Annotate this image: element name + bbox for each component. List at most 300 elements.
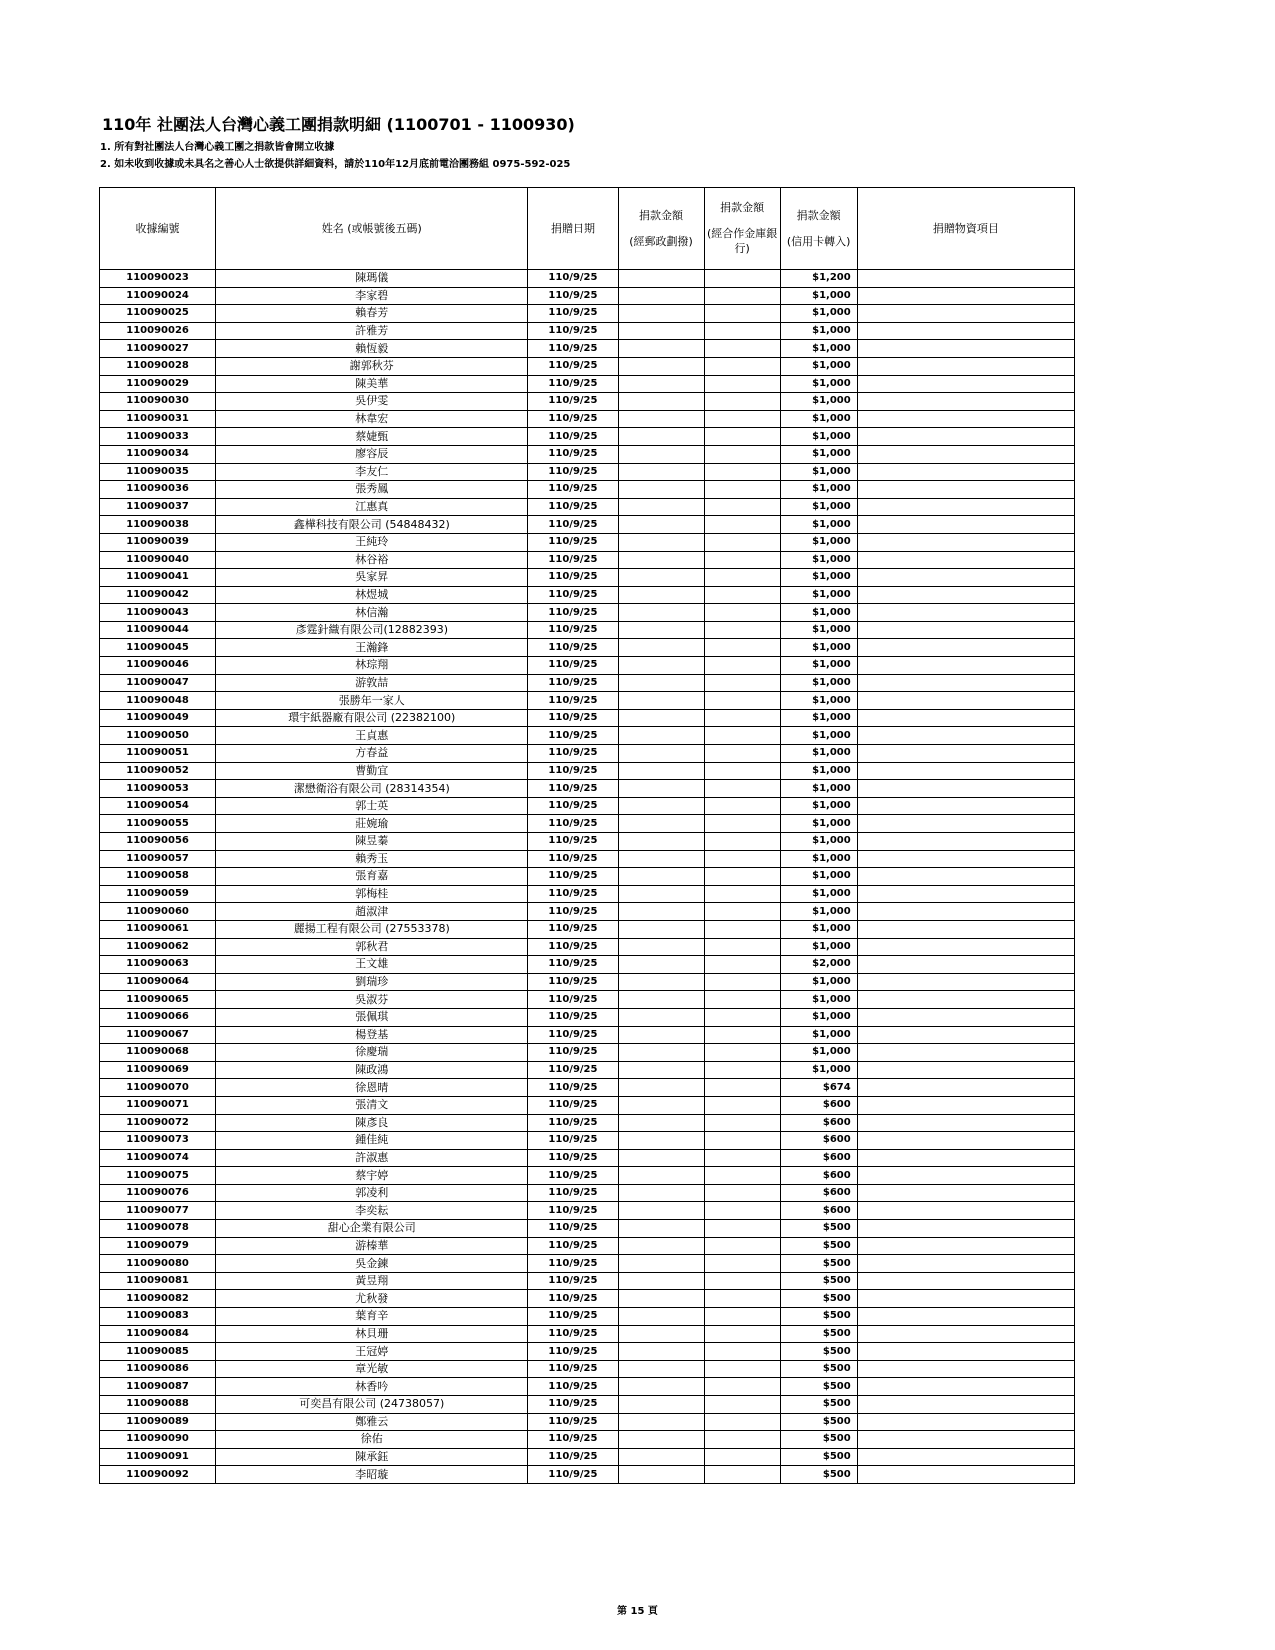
donor-name-cell: 莊婉瑜	[216, 815, 528, 833]
donation-date-cell: 110/9/25	[528, 1413, 618, 1431]
donated-items-cell	[857, 1026, 1074, 1044]
donor-name-cell: 張育嘉	[216, 868, 528, 886]
card-amount-cell: $1,000	[780, 322, 857, 340]
table-row	[100, 1272, 1075, 1290]
card-amount-cell: $1,000	[780, 903, 857, 921]
receipt-no-cell: 110090067	[100, 1026, 216, 1044]
donor-name-cell: 郭梅桂	[216, 885, 528, 903]
bank-amount-cell	[704, 1008, 780, 1026]
card-amount-cell: $1,000	[780, 621, 857, 639]
donation-date-cell: 110/9/25	[528, 516, 618, 534]
bank-amount-cell	[704, 445, 780, 463]
postal-amount-cell	[618, 586, 704, 604]
receipt-no-cell: 110090066	[100, 1008, 216, 1026]
postal-amount-cell	[618, 1396, 704, 1414]
donor-name-cell: 趙淑津	[216, 903, 528, 921]
donor-name-cell: 許雅芳	[216, 322, 528, 340]
table-row	[100, 481, 1075, 499]
postal-amount-cell	[618, 305, 704, 323]
table-row	[100, 674, 1075, 692]
bank-amount-cell	[704, 1061, 780, 1079]
donor-name-cell: 陳昱蓁	[216, 833, 528, 851]
donor-name-cell: 徐恩晴	[216, 1079, 528, 1097]
table-row	[100, 270, 1075, 288]
receipt-no-cell: 110090028	[100, 357, 216, 375]
bank-amount-cell	[704, 868, 780, 886]
table-row	[100, 1308, 1075, 1326]
donation-date-cell: 110/9/25	[528, 533, 618, 551]
donated-items-cell	[857, 1431, 1074, 1449]
bank-amount-cell	[704, 1202, 780, 1220]
receipt-no-cell: 110090090	[100, 1431, 216, 1449]
table-row	[100, 1096, 1075, 1114]
postal-amount-cell	[618, 551, 704, 569]
card-amount-cell: $1,000	[780, 287, 857, 305]
postal-amount-cell	[618, 1413, 704, 1431]
postal-amount-cell	[618, 991, 704, 1009]
donated-items-cell	[857, 533, 1074, 551]
donation-date-cell: 110/9/25	[528, 745, 618, 763]
contact-note: 2. 如未收到收據或未具名之善心人士欲提供詳細資料，請於110年12月底前電洽團務組 0975-592-025	[100, 159, 571, 170]
card-amount-cell: $500	[780, 1255, 857, 1273]
card-amount-cell: $674	[780, 1079, 857, 1097]
postal-amount-cell	[618, 1360, 704, 1378]
header-card-amount	[780, 188, 857, 270]
donation-date-cell: 110/9/25	[528, 815, 618, 833]
receipt-no-cell: 110090064	[100, 973, 216, 991]
donor-name-cell: 許淑惠	[216, 1149, 528, 1167]
donor-name-cell: 張佩琪	[216, 1008, 528, 1026]
header-bank-amount	[704, 188, 780, 270]
bank-amount-cell	[704, 1325, 780, 1343]
receipt-no-cell: 110090058	[100, 868, 216, 886]
table-row	[100, 305, 1075, 323]
donation-date-cell: 110/9/25	[528, 1184, 618, 1202]
card-amount-cell: $1,000	[780, 481, 857, 499]
table-row	[100, 1448, 1075, 1466]
postal-amount-cell	[618, 1149, 704, 1167]
bank-amount-cell	[704, 885, 780, 903]
donor-name-cell: 吳淑芬	[216, 991, 528, 1009]
bank-amount-cell	[704, 727, 780, 745]
table-row	[100, 1061, 1075, 1079]
donor-name-cell: 尤秋發	[216, 1290, 528, 1308]
table-row	[100, 692, 1075, 710]
donation-date-cell: 110/9/25	[528, 1308, 618, 1326]
receipt-no-cell: 110090026	[100, 322, 216, 340]
donor-name-cell: 張勝年一家人	[216, 692, 528, 710]
donation-date-cell: 110/9/25	[528, 1044, 618, 1062]
donation-date-cell: 110/9/25	[528, 639, 618, 657]
postal-amount-cell	[618, 1272, 704, 1290]
bank-amount-cell	[704, 1290, 780, 1308]
bank-amount-cell	[704, 709, 780, 727]
card-amount-cell: $600	[780, 1202, 857, 1220]
bank-amount-cell	[704, 498, 780, 516]
bank-amount-cell	[704, 1044, 780, 1062]
table-row	[100, 1431, 1075, 1449]
donated-items-cell	[857, 1308, 1074, 1326]
donor-name-cell: 甜心企業有限公司	[216, 1220, 528, 1238]
table-row	[100, 463, 1075, 481]
card-amount-cell: $1,000	[780, 1026, 857, 1044]
donated-items-cell	[857, 1114, 1074, 1132]
card-amount-cell: $1,000	[780, 973, 857, 991]
postal-amount-cell	[618, 322, 704, 340]
receipt-no-cell: 110090025	[100, 305, 216, 323]
donor-name-cell: 郭凌利	[216, 1184, 528, 1202]
donated-items-cell	[857, 868, 1074, 886]
table-row	[100, 920, 1075, 938]
table-row	[100, 1413, 1075, 1431]
postal-amount-cell	[618, 920, 704, 938]
header-bank-sub: (經合作金庫銀行)	[706, 226, 778, 256]
donation-date-cell: 110/9/25	[528, 569, 618, 587]
bank-amount-cell	[704, 639, 780, 657]
card-amount-cell: $1,000	[780, 1061, 857, 1079]
bank-amount-cell	[704, 1396, 780, 1414]
receipt-no-cell: 110090079	[100, 1237, 216, 1255]
bank-amount-cell	[704, 973, 780, 991]
donated-items-cell	[857, 1079, 1074, 1097]
bank-amount-cell	[704, 1413, 780, 1431]
card-amount-cell: $1,000	[780, 762, 857, 780]
donor-name-cell: 王純玲	[216, 533, 528, 551]
receipt-no-cell: 110090036	[100, 481, 216, 499]
table-row	[100, 973, 1075, 991]
receipt-no-cell: 110090069	[100, 1061, 216, 1079]
bank-amount-cell	[704, 1308, 780, 1326]
receipt-no-cell: 110090068	[100, 1044, 216, 1062]
card-amount-cell: $1,000	[780, 604, 857, 622]
card-amount-cell: $500	[780, 1308, 857, 1326]
card-amount-cell: $1,000	[780, 357, 857, 375]
card-amount-cell: $1,000	[780, 657, 857, 675]
receipt-no-cell: 110090049	[100, 709, 216, 727]
table-row	[100, 639, 1075, 657]
header-postal-label: 捐款金額	[639, 208, 684, 222]
receipt-no-cell: 110090045	[100, 639, 216, 657]
bank-amount-cell	[704, 1132, 780, 1150]
postal-amount-cell	[618, 692, 704, 710]
donor-name-cell: 張清文	[216, 1096, 528, 1114]
bank-amount-cell	[704, 938, 780, 956]
postal-amount-cell	[618, 885, 704, 903]
card-amount-cell: $1,000	[780, 780, 857, 798]
bank-amount-cell	[704, 956, 780, 974]
donor-name-cell: 麗揚工程有限公司 (27553378)	[216, 920, 528, 938]
card-amount-cell: $500	[780, 1413, 857, 1431]
postal-amount-cell	[618, 1079, 704, 1097]
table-row	[100, 533, 1075, 551]
donor-name-cell: 徐佑	[216, 1431, 528, 1449]
donor-name-cell: 鍾佳純	[216, 1132, 528, 1150]
bank-amount-cell	[704, 920, 780, 938]
table-row	[100, 1220, 1075, 1238]
postal-amount-cell	[618, 657, 704, 675]
receipt-no-cell: 110090052	[100, 762, 216, 780]
donor-name-cell: 陳彥良	[216, 1114, 528, 1132]
table-row	[100, 410, 1075, 428]
bank-amount-cell	[704, 533, 780, 551]
donation-date-cell: 110/9/25	[528, 1096, 618, 1114]
table-row	[100, 1026, 1075, 1044]
card-amount-cell: $1,000	[780, 463, 857, 481]
donor-name-cell: 王冠婷	[216, 1343, 528, 1361]
postal-amount-cell	[618, 674, 704, 692]
donated-items-cell	[857, 357, 1074, 375]
donated-items-cell	[857, 481, 1074, 499]
bank-amount-cell	[704, 1114, 780, 1132]
donated-items-cell	[857, 621, 1074, 639]
bank-amount-cell	[704, 1237, 780, 1255]
donor-name-cell: 王貞惠	[216, 727, 528, 745]
donor-name-cell: 王文雄	[216, 956, 528, 974]
donated-items-cell	[857, 815, 1074, 833]
receipt-no-cell: 110090071	[100, 1096, 216, 1114]
donated-items-cell	[857, 709, 1074, 727]
donated-items-cell	[857, 393, 1074, 411]
header-card-sub: (信用卡轉入)	[786, 234, 851, 248]
bank-amount-cell	[704, 815, 780, 833]
donated-items-cell	[857, 991, 1074, 1009]
donor-name-cell: 林韋宏	[216, 410, 528, 428]
receipt-no-cell: 110090083	[100, 1308, 216, 1326]
receipt-no-cell: 110090078	[100, 1220, 216, 1238]
donated-items-cell	[857, 657, 1074, 675]
bank-amount-cell	[704, 569, 780, 587]
receipt-no-cell: 110090042	[100, 586, 216, 604]
card-amount-cell: $600	[780, 1114, 857, 1132]
bank-amount-cell	[704, 375, 780, 393]
donated-items-cell	[857, 1360, 1074, 1378]
donated-items-cell	[857, 797, 1074, 815]
receipt-no-cell: 110090043	[100, 604, 216, 622]
card-amount-cell: $1,000	[780, 709, 857, 727]
card-amount-cell: $500	[780, 1378, 857, 1396]
donor-name-cell: 游榛華	[216, 1237, 528, 1255]
donated-items-cell	[857, 639, 1074, 657]
donor-name-cell: 李友仁	[216, 463, 528, 481]
bank-amount-cell	[704, 1167, 780, 1185]
table-header-row	[100, 188, 1075, 270]
donor-name-cell: 方春益	[216, 745, 528, 763]
donation-date-cell: 110/9/25	[528, 1202, 618, 1220]
donation-date-cell: 110/9/25	[528, 375, 618, 393]
donor-name-cell: 章光敏	[216, 1360, 528, 1378]
donated-items-cell	[857, 1255, 1074, 1273]
donation-date-cell: 110/9/25	[528, 305, 618, 323]
page-title: 110年 社團法人台灣心義工團捐款明細 (1100701 - 1100930)	[102, 115, 575, 134]
donor-name-cell: 李奕耘	[216, 1202, 528, 1220]
donation-date-cell: 110/9/25	[528, 938, 618, 956]
donated-items-cell	[857, 1149, 1074, 1167]
donated-items-cell	[857, 1396, 1074, 1414]
donated-items-cell	[857, 1378, 1074, 1396]
donor-name-cell: 王瀚鋒	[216, 639, 528, 657]
donor-name-cell: 鄭雅云	[216, 1413, 528, 1431]
donation-date-cell: 110/9/25	[528, 287, 618, 305]
donation-date-cell: 110/9/25	[528, 481, 618, 499]
postal-amount-cell	[618, 745, 704, 763]
donated-items-cell	[857, 956, 1074, 974]
receipt-no-cell: 110090023	[100, 270, 216, 288]
receipt-no-cell: 110090085	[100, 1343, 216, 1361]
postal-amount-cell	[618, 340, 704, 358]
donor-name-cell: 黃昱翔	[216, 1272, 528, 1290]
receipt-no-cell: 110090077	[100, 1202, 216, 1220]
postal-amount-cell	[618, 797, 704, 815]
donation-date-cell: 110/9/25	[528, 1290, 618, 1308]
donation-date-cell: 110/9/25	[528, 920, 618, 938]
donated-items-cell	[857, 1167, 1074, 1185]
donor-name-cell: 蔡宇婷	[216, 1167, 528, 1185]
receipt-no-cell: 110090039	[100, 533, 216, 551]
postal-amount-cell	[618, 727, 704, 745]
postal-amount-cell	[618, 1114, 704, 1132]
table-row	[100, 1237, 1075, 1255]
donation-date-cell: 110/9/25	[528, 1396, 618, 1414]
postal-amount-cell	[618, 604, 704, 622]
bank-amount-cell	[704, 551, 780, 569]
bank-amount-cell	[704, 1079, 780, 1097]
table-row	[100, 428, 1075, 446]
postal-amount-cell	[618, 903, 704, 921]
bank-amount-cell	[704, 305, 780, 323]
bank-amount-cell	[704, 1026, 780, 1044]
donor-name-cell: 林谷裕	[216, 551, 528, 569]
header-postal-amount	[618, 188, 704, 270]
bank-amount-cell	[704, 1220, 780, 1238]
donated-items-cell	[857, 762, 1074, 780]
donated-items-cell	[857, 1220, 1074, 1238]
card-amount-cell: $1,000	[780, 797, 857, 815]
receipt-no-cell: 110090081	[100, 1272, 216, 1290]
receipt-no-cell: 110090055	[100, 815, 216, 833]
receipt-no-cell: 110090031	[100, 410, 216, 428]
donated-items-cell	[857, 604, 1074, 622]
card-amount-cell: $1,000	[780, 639, 857, 657]
table-row	[100, 1184, 1075, 1202]
table-row	[100, 621, 1075, 639]
receipt-no-cell: 110090080	[100, 1255, 216, 1273]
card-amount-cell: $1,000	[780, 498, 857, 516]
donated-items-cell	[857, 410, 1074, 428]
table-row	[100, 1466, 1075, 1484]
postal-amount-cell	[618, 1466, 704, 1484]
donor-name-cell: 葉育辛	[216, 1308, 528, 1326]
receipt-no-cell: 110090056	[100, 833, 216, 851]
postal-amount-cell	[618, 445, 704, 463]
card-amount-cell: $1,000	[780, 815, 857, 833]
receipt-no-cell: 110090075	[100, 1167, 216, 1185]
receipt-no-cell: 110090029	[100, 375, 216, 393]
postal-amount-cell	[618, 1008, 704, 1026]
table-row	[100, 745, 1075, 763]
donor-name-cell: 蔡婕甄	[216, 428, 528, 446]
postal-amount-cell	[618, 762, 704, 780]
donation-date-cell: 110/9/25	[528, 1114, 618, 1132]
table-row	[100, 1396, 1075, 1414]
donated-items-cell	[857, 569, 1074, 587]
receipt-no-cell: 110090040	[100, 551, 216, 569]
table-row	[100, 1255, 1075, 1273]
donation-date-cell: 110/9/25	[528, 1237, 618, 1255]
donated-items-cell	[857, 1237, 1074, 1255]
bank-amount-cell	[704, 991, 780, 1009]
card-amount-cell: $500	[780, 1466, 857, 1484]
donation-date-cell: 110/9/25	[528, 340, 618, 358]
bank-amount-cell	[704, 1448, 780, 1466]
donation-date-cell: 110/9/25	[528, 463, 618, 481]
bank-amount-cell	[704, 1255, 780, 1273]
card-amount-cell: $1,000	[780, 920, 857, 938]
donor-name-cell: 賴秀玉	[216, 850, 528, 868]
table-row	[100, 287, 1075, 305]
donor-name-cell: 李昭璇	[216, 1466, 528, 1484]
donated-items-cell	[857, 885, 1074, 903]
donation-date-cell: 110/9/25	[528, 1378, 618, 1396]
donated-items-cell	[857, 375, 1074, 393]
postal-amount-cell	[618, 270, 704, 288]
donated-items-cell	[857, 463, 1074, 481]
bank-amount-cell	[704, 1149, 780, 1167]
table-row	[100, 1044, 1075, 1062]
table-row	[100, 498, 1075, 516]
donated-items-cell	[857, 270, 1074, 288]
donor-name-cell: 彥霆針織有限公司(12882393)	[216, 621, 528, 639]
donation-date-cell: 110/9/25	[528, 674, 618, 692]
postal-amount-cell	[618, 1044, 704, 1062]
donor-name-cell: 徐慶瑞	[216, 1044, 528, 1062]
donor-name-cell: 陳政鴻	[216, 1061, 528, 1079]
donor-name-cell: 李家碧	[216, 287, 528, 305]
card-amount-cell: $1,000	[780, 674, 857, 692]
bank-amount-cell	[704, 1360, 780, 1378]
donor-name-cell: 楊登基	[216, 1026, 528, 1044]
postal-amount-cell	[618, 1290, 704, 1308]
postal-amount-cell	[618, 1202, 704, 1220]
donated-items-cell	[857, 1184, 1074, 1202]
table-row	[100, 551, 1075, 569]
donor-name-cell: 林琮翔	[216, 657, 528, 675]
donation-date-cell: 110/9/25	[528, 1448, 618, 1466]
card-amount-cell: $600	[780, 1184, 857, 1202]
donor-name-cell: 郭士英	[216, 797, 528, 815]
card-amount-cell: $1,000	[780, 393, 857, 411]
donor-name-cell: 潔懋衛浴有限公司 (28314354)	[216, 780, 528, 798]
card-amount-cell: $1,000	[780, 1044, 857, 1062]
header-date: 捐贈日期	[528, 188, 618, 270]
donation-date-cell: 110/9/25	[528, 551, 618, 569]
bank-amount-cell	[704, 357, 780, 375]
receipt-no-cell: 110090047	[100, 674, 216, 692]
postal-amount-cell	[618, 1448, 704, 1466]
receipt-no-cell: 110090038	[100, 516, 216, 534]
postal-amount-cell	[618, 357, 704, 375]
postal-amount-cell	[618, 973, 704, 991]
donated-items-cell	[857, 586, 1074, 604]
donation-table	[99, 187, 1075, 1484]
donation-date-cell: 110/9/25	[528, 868, 618, 886]
bank-amount-cell	[704, 621, 780, 639]
donated-items-cell	[857, 780, 1074, 798]
bank-amount-cell	[704, 586, 780, 604]
card-amount-cell: $1,000	[780, 340, 857, 358]
bank-amount-cell	[704, 1272, 780, 1290]
bank-amount-cell	[704, 270, 780, 288]
bank-amount-cell	[704, 745, 780, 763]
